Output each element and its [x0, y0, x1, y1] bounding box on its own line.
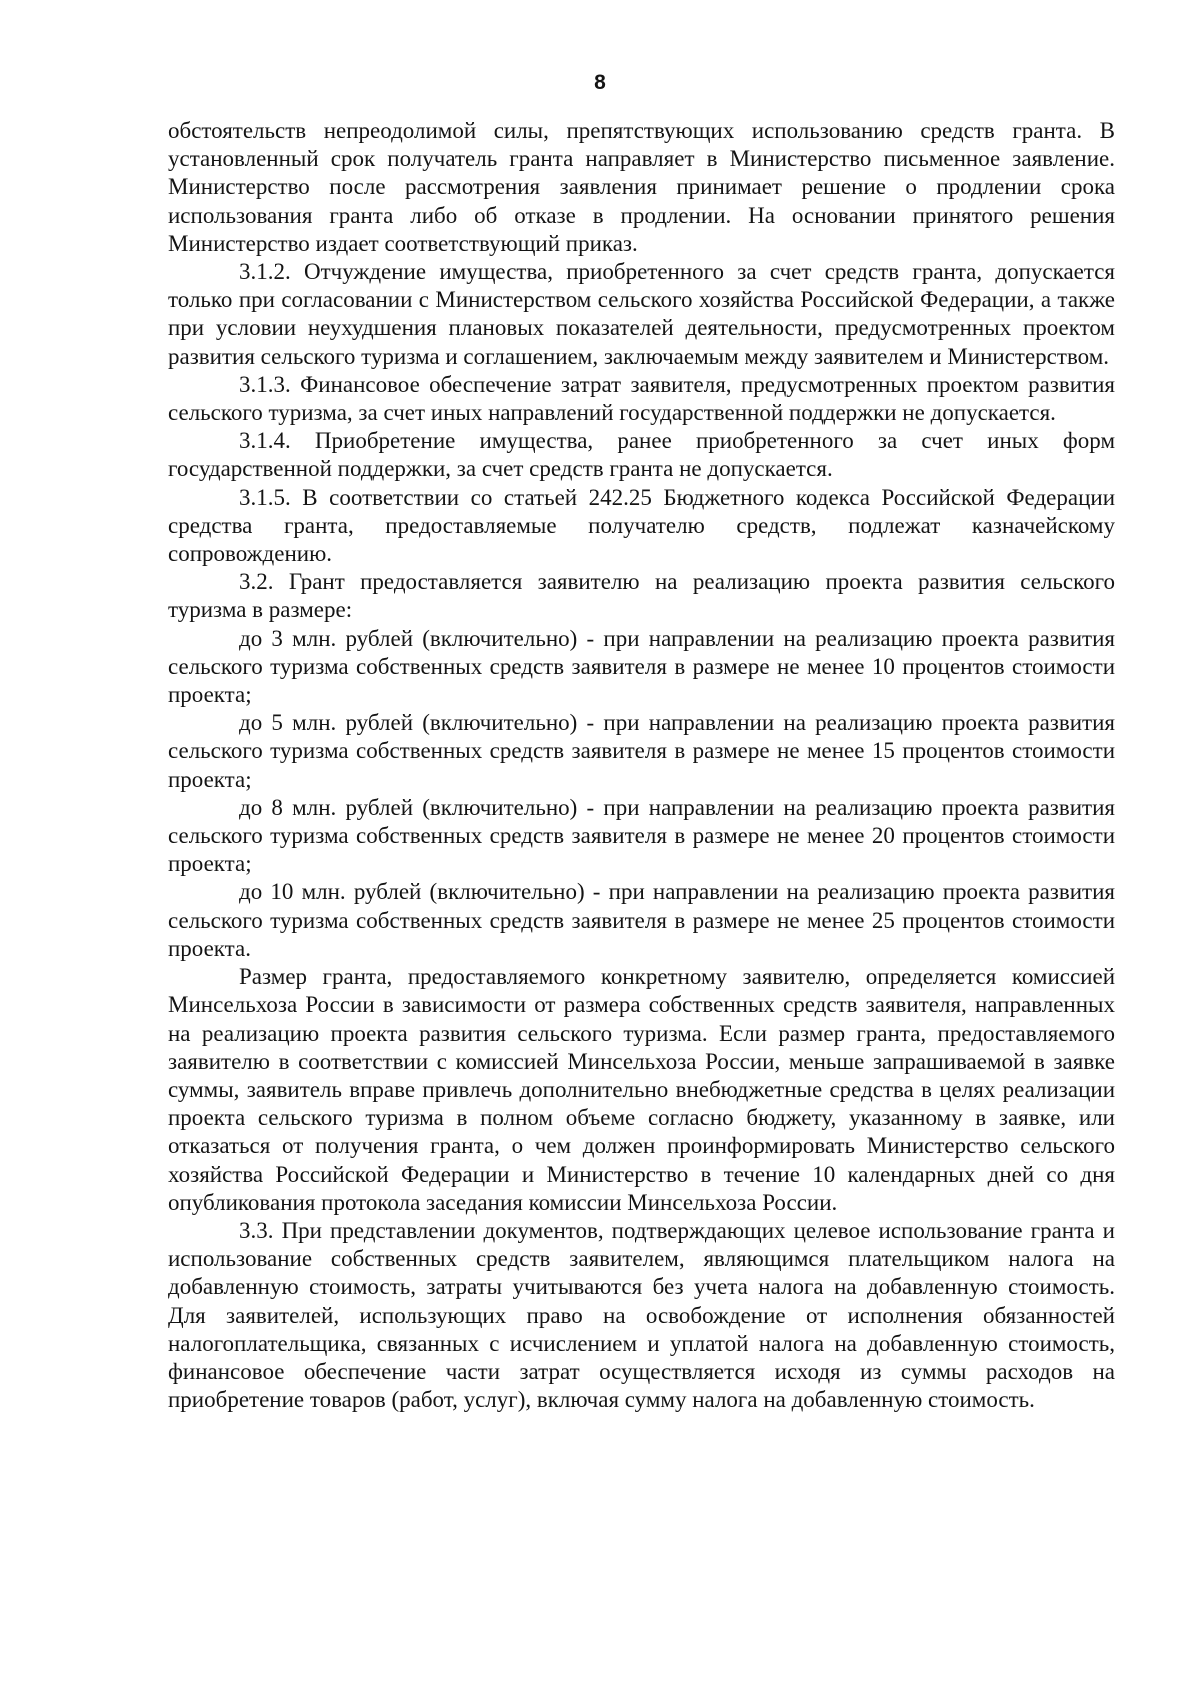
paragraph-3-1-2: 3.1.2. Отчуждение имущества, приобретенного за счет средств гранта, допускается только при согласовании с Министерством сельского хозяйства Российской Федерации, а также при условии неухудшения плановых показателей деятельности, предусмотренных проектом развития сельского туризма и соглашением, заключаемым между заявителем и Министерством. [168, 259, 1115, 369]
grant-tier-8-mln: до 8 млн. рублей (включительно) - при направлении на реализацию проекта развития сельского туризма собственных средств заявителя в размере не менее 20 процентов стоимости проекта; [168, 794, 1115, 877]
paragraph-3-1-5: 3.1.5. В соответствии со статьей 242.25 Бюджетного кодекса Российской Федерации средства гранта, предоставляемые получателю средств, подлежат казначейскому сопровождению. [168, 484, 1115, 567]
grant-tier-10-mln: до 10 млн. рублей (включительно) - при направлении на реализацию проекта развития сельского туризма собственных средств заявителя в размере не менее 25 процентов стоимости проекта. [168, 879, 1115, 961]
paragraph-3-2: 3.2. Грант предоставляется заявителю на реализацию проекта развития сельского туризма в размере: [168, 569, 1115, 623]
page-number: 8 [594, 71, 606, 94]
grant-tier-5-mln: до 5 млн. рублей (включительно) - при направлении на реализацию проекта развития сельского туризма собственных средств заявителя в размере не менее 15 процентов стоимости проекта; [168, 710, 1115, 792]
paragraph-3-1-4: 3.1.4. Приобретение имущества, ранее приобретенного за счет иных форм государственной поддержки, за счет средств гранта не допускается. [168, 428, 1115, 482]
paragraph-continuation: обстоятельств непреодолимой силы, препятствующих использованию средств гранта. В установленный срок получатель гранта направляет в Министерство письменное заявление. Министерство после рассмотрения заявления принимает решение о продлении срока использования гранта либо об отказе в продлении. На основании принятого решения Министерство издает соответствующий приказ. [168, 118, 1115, 256]
paragraph-3-3: 3.3. При представлении документов, подтверждающих целевое использование гранта и использование собственных средств заявителем, являющимся плательщиком налога на добавленную стоимость, затраты учитываются без учета налога на добавленную стоимость. Для заявителей, использующих право на освобождение от исполнения обязанностей налогоплательщика, связанных с исчислением и уплатой налога на добавленную стоимость, финансовое обеспечение части затрат осуществляется исходя из суммы расходов на приобретение товаров (работ, услуг), включая сумму налога на добавленную стоимость. [168, 1217, 1115, 1413]
document-body [168, 117, 1115, 1414]
grant-tier-3-mln: до 3 млн. рублей (включительно) - при направлении на реализацию проекта развития сельского туризма собственных средств заявителя в размере не менее 10 процентов стоимости проекта; [168, 625, 1115, 708]
paragraph-3-1-3: 3.1.3. Финансовое обеспечение затрат заявителя, предусмотренных проектом развития сельского туризма, за счет иных направлений государственной поддержки не допускается. [168, 371, 1115, 426]
paragraph-grant-size: Размер гранта, предоставляемого конкретному заявителю, определяется комиссией Минсельхоза России в зависимости от размера собственных средств заявителя, направленных на реализацию проекта развития сельского туризма. Если размер гранта, предоставляемого заявителю в соответствии с комиссией Минсельхоза России, меньше запрашиваемой в заявке суммы, заявитель вправе привлечь дополнительно внебюджетные средства в целях реализации проекта сельского туризма в полном объеме согласно бюджету, указанному в заявке, или отказаться от получения гранта, о чем должен проинформировать Министерство сельского хозяйства Российской Федерации и Министерство в течение 10 календарных дней со дня опубликования протокола заседания комиссии Минсельхоза России. [168, 964, 1115, 1215]
